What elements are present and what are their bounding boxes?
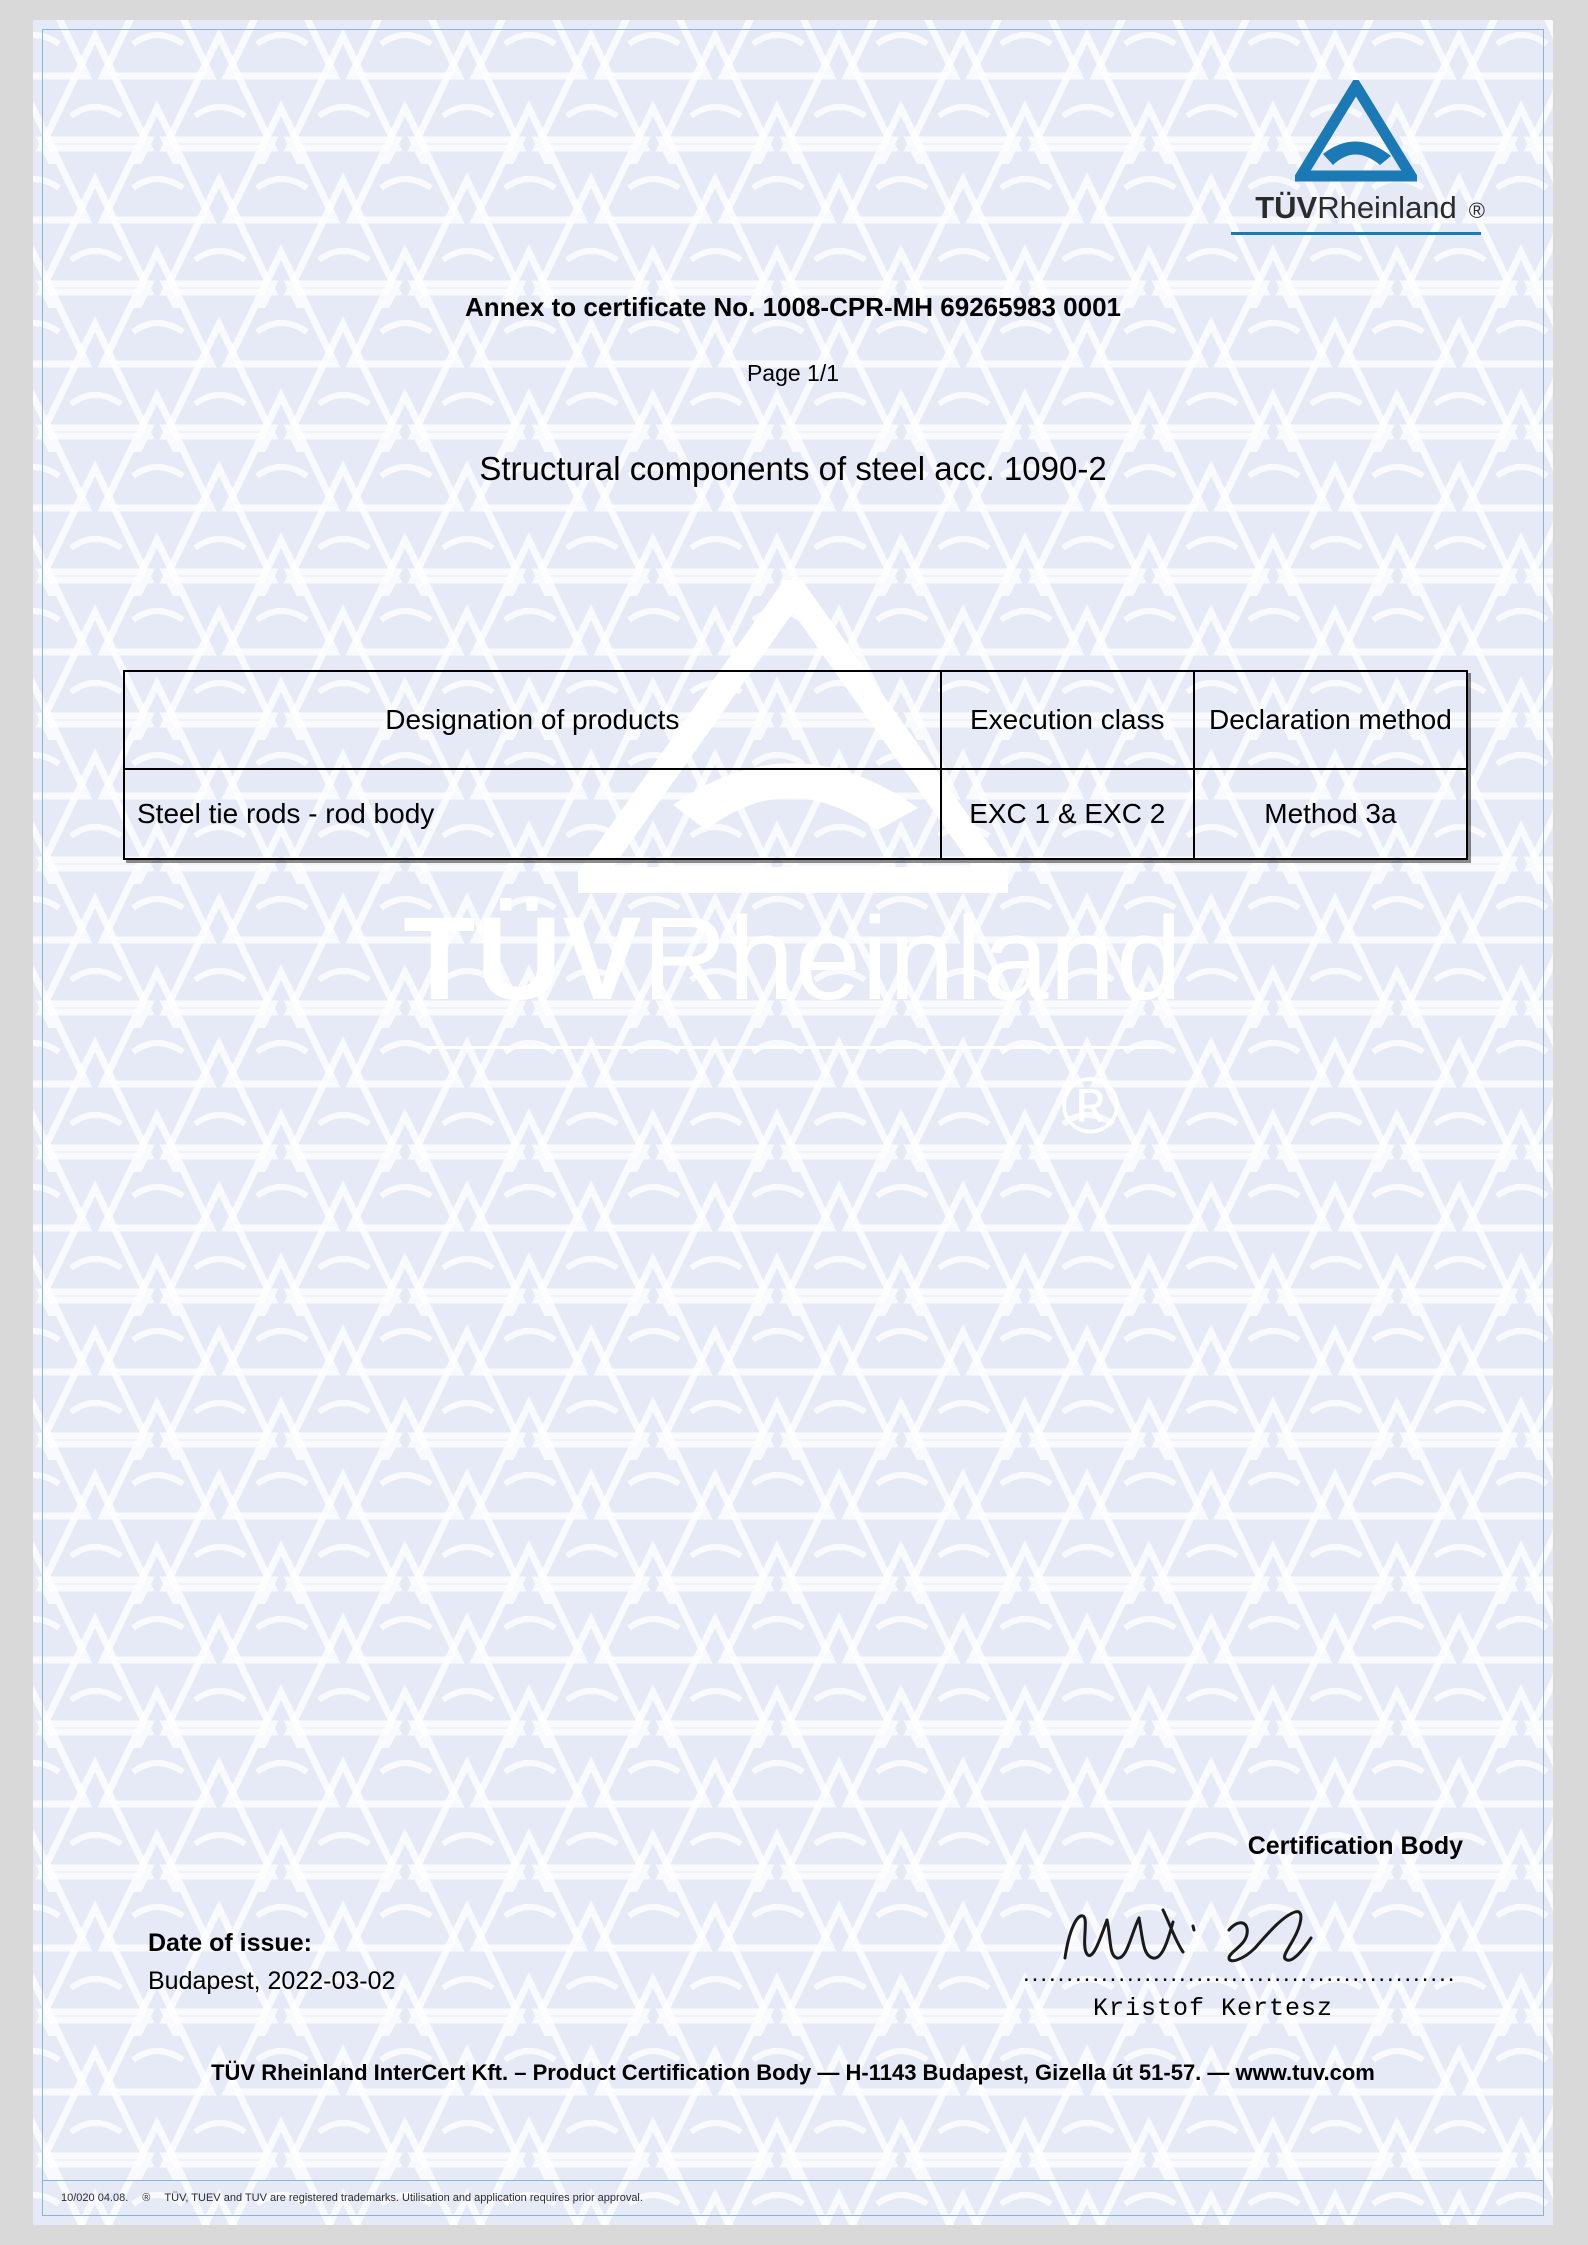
footer-address: TÜV Rheinland InterCert Kft. – Product Certification Body — H-1143 Budapest, Gizella út 51-57. — www.tuv.com <box>211 2060 1375 2085</box>
signature-dotted-line: .................................................. <box>1023 1960 1457 1987</box>
registered-trademark-icon: ® <box>1468 198 1485 223</box>
tuv-rheinland-wordmark: TÜVRheinland <box>1255 190 1457 225</box>
cell-designation: Steel tie rods - rod body <box>124 769 941 859</box>
table-row <box>124 769 1467 859</box>
document-title: Structural components of steel acc. 1090-2 <box>479 450 1107 487</box>
cell-declaration-method: Method 3a <box>1194 769 1467 859</box>
watermark-registered-icon: ® <box>1061 1061 1120 1150</box>
date-of-issue-block <box>148 1925 395 2000</box>
certificate-page <box>33 20 1553 2225</box>
certification-body-label: Certification Body <box>1247 1832 1463 1860</box>
footer-divider <box>42 2180 1544 2181</box>
products-table <box>123 670 1468 860</box>
footer-form-code: 10/020 04.08. <box>61 2192 129 2204</box>
date-of-issue-value: Budapest, 2022-03-02 <box>148 1966 396 1995</box>
annex-title: Annex to certificate No. 1008-CPR-MH 69265983 0001 <box>464 292 1122 322</box>
signature-block <box>1023 1900 1457 2023</box>
background-pattern <box>33 20 1553 2225</box>
tuv-rheinland-logo <box>1231 80 1485 235</box>
signer-name: Kristof Kertesz <box>1092 1994 1334 2023</box>
column-header-execution-class: Execution class <box>941 671 1194 769</box>
page-number: Page 1/1 <box>746 360 840 386</box>
logo-underline <box>1231 232 1481 235</box>
column-header-designation: Designation of products <box>124 671 941 769</box>
watermark-text: TÜVRheinland <box>403 893 1183 1025</box>
date-of-issue-label: Date of issue: <box>148 1929 312 1957</box>
footer-legal <box>61 2192 643 2204</box>
products-table-container <box>123 670 1468 860</box>
column-header-declaration-method: Declaration method <box>1194 671 1467 769</box>
footer-registered-icon: ® <box>142 2192 151 2204</box>
footer-trademark-note: TÜV, TUEV and TUV are registered trademarks. Utilisation and application requires prior approval. <box>164 2192 643 2204</box>
cell-execution-class: EXC 1 & EXC 2 <box>941 769 1194 859</box>
table-header-row <box>124 671 1467 769</box>
tuv-triangle-icon <box>1295 80 1417 188</box>
